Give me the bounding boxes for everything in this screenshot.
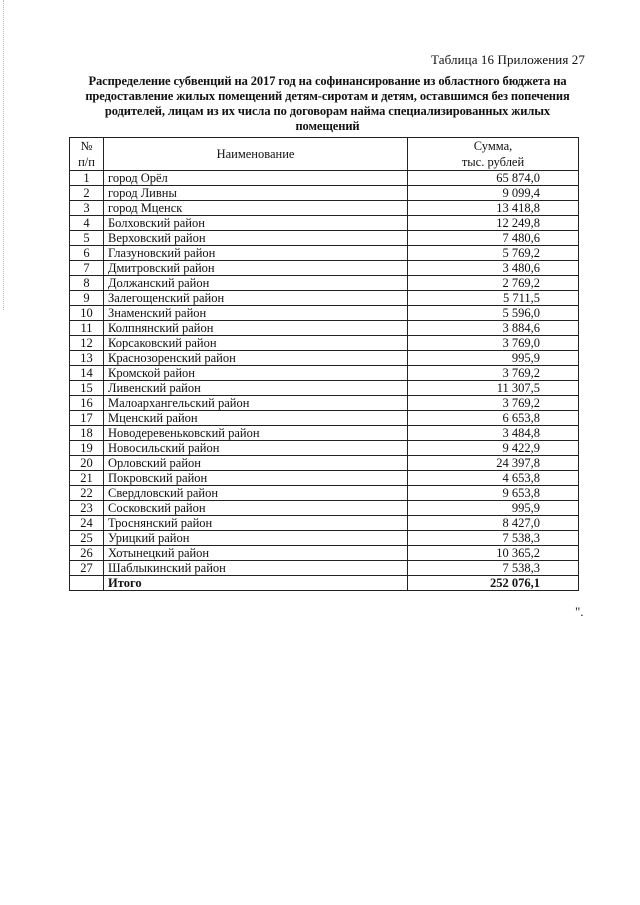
- table-row: [70, 276, 579, 291]
- row-number: 21: [70, 471, 104, 486]
- title-line: предоставление жилых помещений детям-сиротам и детям, оставшимся без попечения: [85, 89, 570, 103]
- title-line: помещений: [295, 119, 360, 133]
- table-row: [70, 516, 579, 531]
- row-number: 26: [70, 546, 104, 561]
- row-name: Шаблыкинский район: [104, 561, 408, 576]
- row-number: 18: [70, 426, 104, 441]
- row-name: Краснозоренский район: [104, 351, 408, 366]
- row-name: город Орёл: [104, 171, 408, 186]
- table-row: [70, 231, 579, 246]
- row-number: 19: [70, 441, 104, 456]
- row-sum: 995,9: [408, 501, 579, 516]
- document-title: [65, 74, 590, 134]
- row-sum: 3 480,6: [408, 261, 579, 276]
- row-sum: 3 769,2: [408, 396, 579, 411]
- table-row: [70, 396, 579, 411]
- table-row: [70, 561, 579, 576]
- row-name: Троснянский район: [104, 516, 408, 531]
- table-row: [70, 321, 579, 336]
- table-row: [70, 426, 579, 441]
- row-name: Дмитровский район: [104, 261, 408, 276]
- header-sum: Сумма, тыс. рублей: [408, 138, 579, 171]
- table-row: [70, 381, 579, 396]
- row-name: Урицкий район: [104, 531, 408, 546]
- row-name: Сосковский район: [104, 501, 408, 516]
- row-number: 4: [70, 216, 104, 231]
- row-number: 23: [70, 501, 104, 516]
- row-sum: 5 711,5: [408, 291, 579, 306]
- table-row: [70, 531, 579, 546]
- row-sum: 2 769,2: [408, 276, 579, 291]
- total-sum: 252 076,1: [408, 576, 579, 591]
- row-name: Корсаковский район: [104, 336, 408, 351]
- row-name: Новодеревеньковский район: [104, 426, 408, 441]
- row-sum: 4 653,8: [408, 471, 579, 486]
- table-row: [70, 456, 579, 471]
- row-name: Покровский район: [104, 471, 408, 486]
- row-sum: 3 484,8: [408, 426, 579, 441]
- table-row: [70, 291, 579, 306]
- row-sum: 12 249,8: [408, 216, 579, 231]
- row-sum: 10 365,2: [408, 546, 579, 561]
- row-name: Свердловский район: [104, 486, 408, 501]
- row-number: 8: [70, 276, 104, 291]
- row-number: 22: [70, 486, 104, 501]
- subsidy-table: [69, 137, 579, 591]
- row-name: Глазуновский район: [104, 246, 408, 261]
- row-sum: 995,9: [408, 351, 579, 366]
- row-number: 3: [70, 201, 104, 216]
- row-name: Ливенский район: [104, 381, 408, 396]
- row-number: 17: [70, 411, 104, 426]
- row-sum: 3 769,0: [408, 336, 579, 351]
- row-sum: 5 596,0: [408, 306, 579, 321]
- row-number: 12: [70, 336, 104, 351]
- row-number: 9: [70, 291, 104, 306]
- row-name: Должанский район: [104, 276, 408, 291]
- table-row: [70, 216, 579, 231]
- header-number: № п/п: [70, 138, 104, 171]
- row-name: город Ливны: [104, 186, 408, 201]
- table-row: [70, 501, 579, 516]
- row-sum: 6 653,8: [408, 411, 579, 426]
- row-name: Орловский район: [104, 456, 408, 471]
- table-row: [70, 186, 579, 201]
- row-name: Мценский район: [104, 411, 408, 426]
- table-row: [70, 336, 579, 351]
- title-line: родителей, лицам из их числа по договорам найма специализированных жилых: [104, 104, 551, 118]
- row-number: 6: [70, 246, 104, 261]
- header-name: Наименование: [104, 138, 408, 171]
- row-name: Знаменский район: [104, 306, 408, 321]
- total-label: Итого: [104, 576, 408, 591]
- total-row: [70, 576, 579, 591]
- row-number: 20: [70, 456, 104, 471]
- row-sum: 9 653,8: [408, 486, 579, 501]
- title-line: Распределение субвенций на 2017 год на софинансирование из областного бюджета на: [88, 74, 567, 88]
- table-row: [70, 306, 579, 321]
- row-name: Верховский район: [104, 231, 408, 246]
- row-sum: 3 884,6: [408, 321, 579, 336]
- row-number: 27: [70, 561, 104, 576]
- row-sum: 13 418,8: [408, 201, 579, 216]
- table-row: [70, 171, 579, 186]
- row-number: 1: [70, 171, 104, 186]
- row-sum: 9 099,4: [408, 186, 579, 201]
- row-name: Хотынецкий район: [104, 546, 408, 561]
- table-row: [70, 201, 579, 216]
- table-row: [70, 261, 579, 276]
- row-number: 24: [70, 516, 104, 531]
- table-row: [70, 486, 579, 501]
- table-header-row: [70, 138, 579, 171]
- row-sum: 7 538,3: [408, 531, 579, 546]
- row-name: город Мценск: [104, 201, 408, 216]
- closing-mark: ".: [575, 604, 584, 619]
- row-sum: 9 422,9: [408, 441, 579, 456]
- row-sum: 11 307,5: [408, 381, 579, 396]
- table-row: [70, 546, 579, 561]
- table-row: [70, 246, 579, 261]
- row-name: Малоархангельский район: [104, 396, 408, 411]
- row-number: 10: [70, 306, 104, 321]
- row-number: 7: [70, 261, 104, 276]
- table-row: [70, 471, 579, 486]
- row-number: 14: [70, 366, 104, 381]
- row-number: 13: [70, 351, 104, 366]
- total-number: [70, 576, 104, 591]
- row-sum: 7 480,6: [408, 231, 579, 246]
- row-number: 15: [70, 381, 104, 396]
- row-sum: 24 397,8: [408, 456, 579, 471]
- row-number: 2: [70, 186, 104, 201]
- row-name: Залегощенский район: [104, 291, 408, 306]
- row-sum: 8 427,0: [408, 516, 579, 531]
- row-sum: 65 874,0: [408, 171, 579, 186]
- row-number: 25: [70, 531, 104, 546]
- row-number: 16: [70, 396, 104, 411]
- row-number: 5: [70, 231, 104, 246]
- row-name: Колпнянский район: [104, 321, 408, 336]
- table-row: [70, 441, 579, 456]
- row-sum: 7 538,3: [408, 561, 579, 576]
- row-name: Новосильский район: [104, 441, 408, 456]
- table-row: [70, 351, 579, 366]
- table-row: [70, 411, 579, 426]
- row-name: Кромской район: [104, 366, 408, 381]
- table-row: [70, 366, 579, 381]
- row-name: Болховский район: [104, 216, 408, 231]
- row-sum: 5 769,2: [408, 246, 579, 261]
- row-number: 11: [70, 321, 104, 336]
- scan-edge-marks: [3, 0, 6, 310]
- table-reference: Таблица 16 Приложения 27: [431, 52, 585, 67]
- row-sum: 3 769,2: [408, 366, 579, 381]
